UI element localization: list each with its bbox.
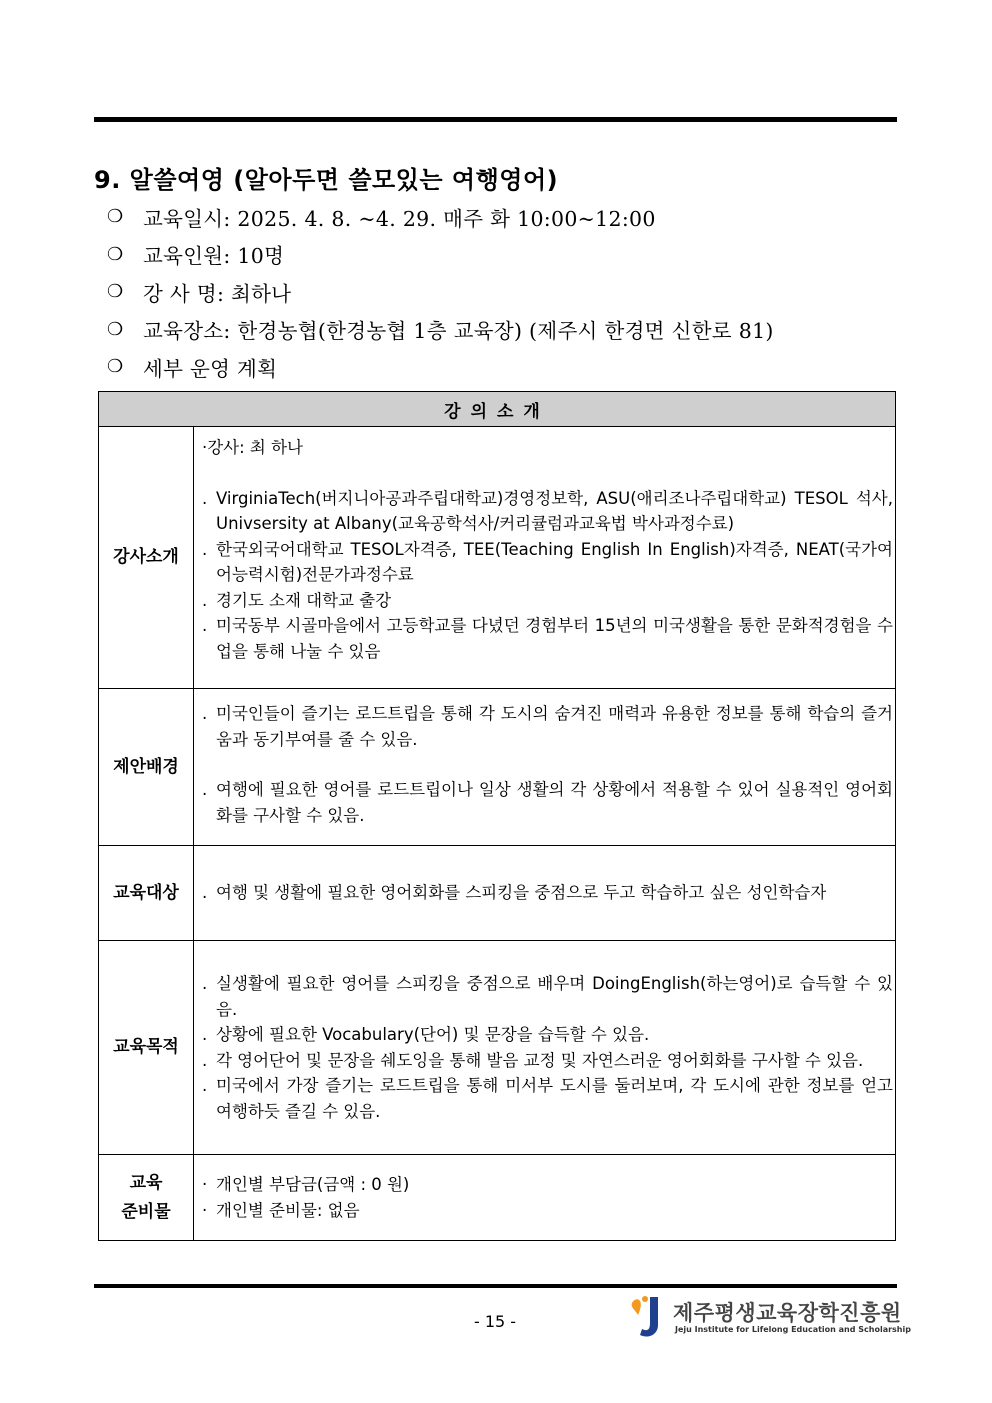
circle-bullet-icon: ❍ [107, 281, 124, 303]
circle-bullet-icon: ❍ [107, 243, 124, 265]
list-item: . 여행에 필요한 영어를 로드트립이나 일상 생활의 각 상황에서 적용할 수 있어 실용적인 영어회화를 구사할 수 있음. [202, 780, 893, 825]
top-rule [94, 117, 897, 122]
org-name: 제주평생교육장학진흥원 [673, 1301, 902, 1325]
list-item: . 미국동부 시골마을에서 고등학교를 다녔던 경험부터 15년의 미국생활을 통한 문화적경험을 수업을 통해 나눌 수 있음 [202, 616, 893, 661]
row-content-instructor [194, 427, 896, 689]
info-item-instructor: ❍ 강 사 명: 최하나 [107, 281, 292, 306]
info-list [107, 198, 774, 386]
org-logo [628, 1295, 911, 1339]
org-subtitle: Jeju Institute for Lifelong Education and Scholarship [675, 1325, 911, 1334]
row-label-background: 제안배경 [99, 689, 194, 846]
row-content-purpose [194, 941, 896, 1155]
list-item: . 한국외국어대학교 TESOL자격증, TEE(Teaching English In English)자격증, NEAT(국가여어능력시험)전문가과정수료 [202, 539, 893, 584]
list-item: . 경기도 소재 대학교 출강 [202, 590, 392, 610]
list-item: . 실생활에 필요한 영어를 스피킹을 중점으로 배우며 DoingEnglish(하는영어)로 습득할 수 있음. [202, 974, 893, 1019]
info-item-capacity: ❍ 교육인원: 10명 [107, 243, 285, 269]
circle-bullet-icon: ❍ [107, 318, 124, 340]
instructor-lead: ·강사: 최 하나 [202, 438, 303, 457]
logo-mark-icon [628, 1295, 664, 1339]
info-item-plan: ❍ 세부 운영 계획 [107, 356, 278, 381]
list-item: . 각 영어단어 및 문장을 쉐도잉을 통해 발음 교정 및 자연스러운 영어회화를 구사할 수 있음. [202, 1050, 864, 1070]
row-content-materials [194, 1155, 896, 1241]
list-item: · 개인별 준비물: 없음 [202, 1200, 360, 1220]
circle-bullet-icon: ❍ [107, 356, 124, 378]
section-title: 9. 알쓸여영 (알아두면 쓸모있는 여행영어) [94, 166, 559, 194]
list-item: . 미국에서 가장 즐기는 로드트립을 통해 미서부 도시를 둘러보며, 각 도시에 관한 정보를 얻고 여행하듯 즐길 수 있음. [202, 1076, 893, 1121]
table-header: 강의소개 [99, 392, 896, 427]
circle-bullet-icon: ❍ [107, 206, 124, 228]
list-item: · 개인별 부담금(금액 : 0 원) [202, 1175, 410, 1194]
page-number: - 15 - [473, 1312, 517, 1331]
bottom-rule [94, 1284, 897, 1288]
row-label-purpose: 교육목적 [99, 941, 194, 1155]
row-content-background [194, 689, 896, 846]
lecture-table [98, 391, 896, 1241]
row-label-instructor: 강사소개 [99, 427, 194, 689]
info-item-location: ❍ 교육장소: 한경농협(한경농협 1층 교육장) (제주시 한경면 신한로 81) [107, 318, 774, 344]
info-item-date: ❍ 교육일시: 2025. 4. 8. ~4. 29. 매주 화 10:00~12:00 [107, 206, 656, 231]
list-item: . 상황에 필요한 Vocabulary(단어) 및 문장을 습득할 수 있음. [202, 1025, 650, 1044]
row-label-target: 교육대상 [99, 846, 194, 941]
list-item: . 여행 및 생활에 필요한 영어회화를 스피킹을 중점으로 두고 학습하고 싶은 성인학습자 [202, 883, 827, 903]
list-item: . VirginiaTech(버지니아공과주립대학교)경영정보학, ASU(애리조나주립대학교) TESOL 석사, Univsersity at Albany(교육공학석사/커리큘럼과교육법 박사과정수료) [202, 488, 893, 533]
list-item: . 미국인들이 즐기는 로드트립을 통해 각 도시의 숨겨진 매력과 유용한 정보를 통해 학습의 즐거움과 동기부여를 줄 수 있음. [202, 704, 893, 749]
row-label-materials: 교육 준비물 [99, 1155, 194, 1241]
row-content-target [194, 846, 896, 941]
